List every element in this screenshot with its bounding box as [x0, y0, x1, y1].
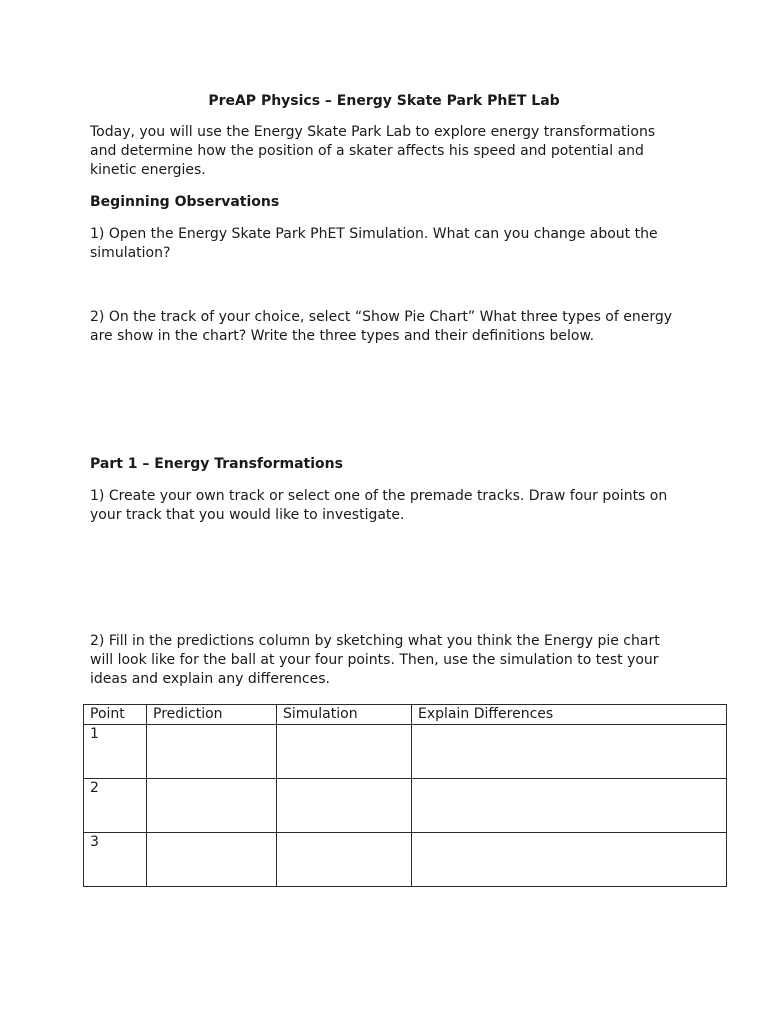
section-heading-part1: Part 1 – Energy Transformations: [90, 456, 343, 472]
cell-simulation: [277, 725, 412, 779]
intro-paragraph: Today, you will use the Energy Skate Park Lab to explore energy transformations and determine how the position of a skater affects his speed and potential and kinetic energies.: [90, 124, 656, 178]
column-header-point: Point: [84, 705, 147, 725]
cell-point: 2: [84, 779, 147, 833]
column-header-explain-differences: Explain Differences: [412, 705, 727, 725]
section-heading-beginning: Beginning Observations: [90, 194, 280, 210]
cell-simulation: [277, 779, 412, 833]
cell-point: 3: [84, 833, 147, 887]
cell-simulation: [277, 833, 412, 887]
table-row: [84, 833, 727, 887]
cell-prediction: [147, 779, 277, 833]
cell-explain-differences: [412, 725, 727, 779]
column-header-prediction: Prediction: [147, 705, 277, 725]
cell-prediction: [147, 833, 277, 887]
table-row: [84, 725, 727, 779]
cell-prediction: [147, 725, 277, 779]
column-header-simulation: Simulation: [277, 705, 412, 725]
cell-point: 1: [84, 725, 147, 779]
table-row: [84, 779, 727, 833]
cell-explain-differences: [412, 833, 727, 887]
energy-table: [83, 704, 727, 887]
question-part1-1: 1) Create your own track or select one of the premade tracks. Draw four points on your track that you would like to investigate.: [90, 488, 668, 523]
table-header-row: [84, 705, 727, 725]
page-title: PreAP Physics – Energy Skate Park PhET Lab: [208, 93, 560, 109]
question-beginning-1: 1) Open the Energy Skate Park PhET Simulation. What can you change about the simulation?: [90, 226, 658, 261]
question-beginning-2: 2) On the track of your choice, select “Show Pie Chart” What three types of energy are show in the chart? Write the three types and their definitions below.: [90, 309, 673, 344]
cell-explain-differences: [412, 779, 727, 833]
question-part1-2: 2) Fill in the predictions column by sketching what you think the Energy pie chart will look like for the ball at your four points. Then, use the simulation to test your ideas and explain any differences.: [90, 633, 660, 687]
